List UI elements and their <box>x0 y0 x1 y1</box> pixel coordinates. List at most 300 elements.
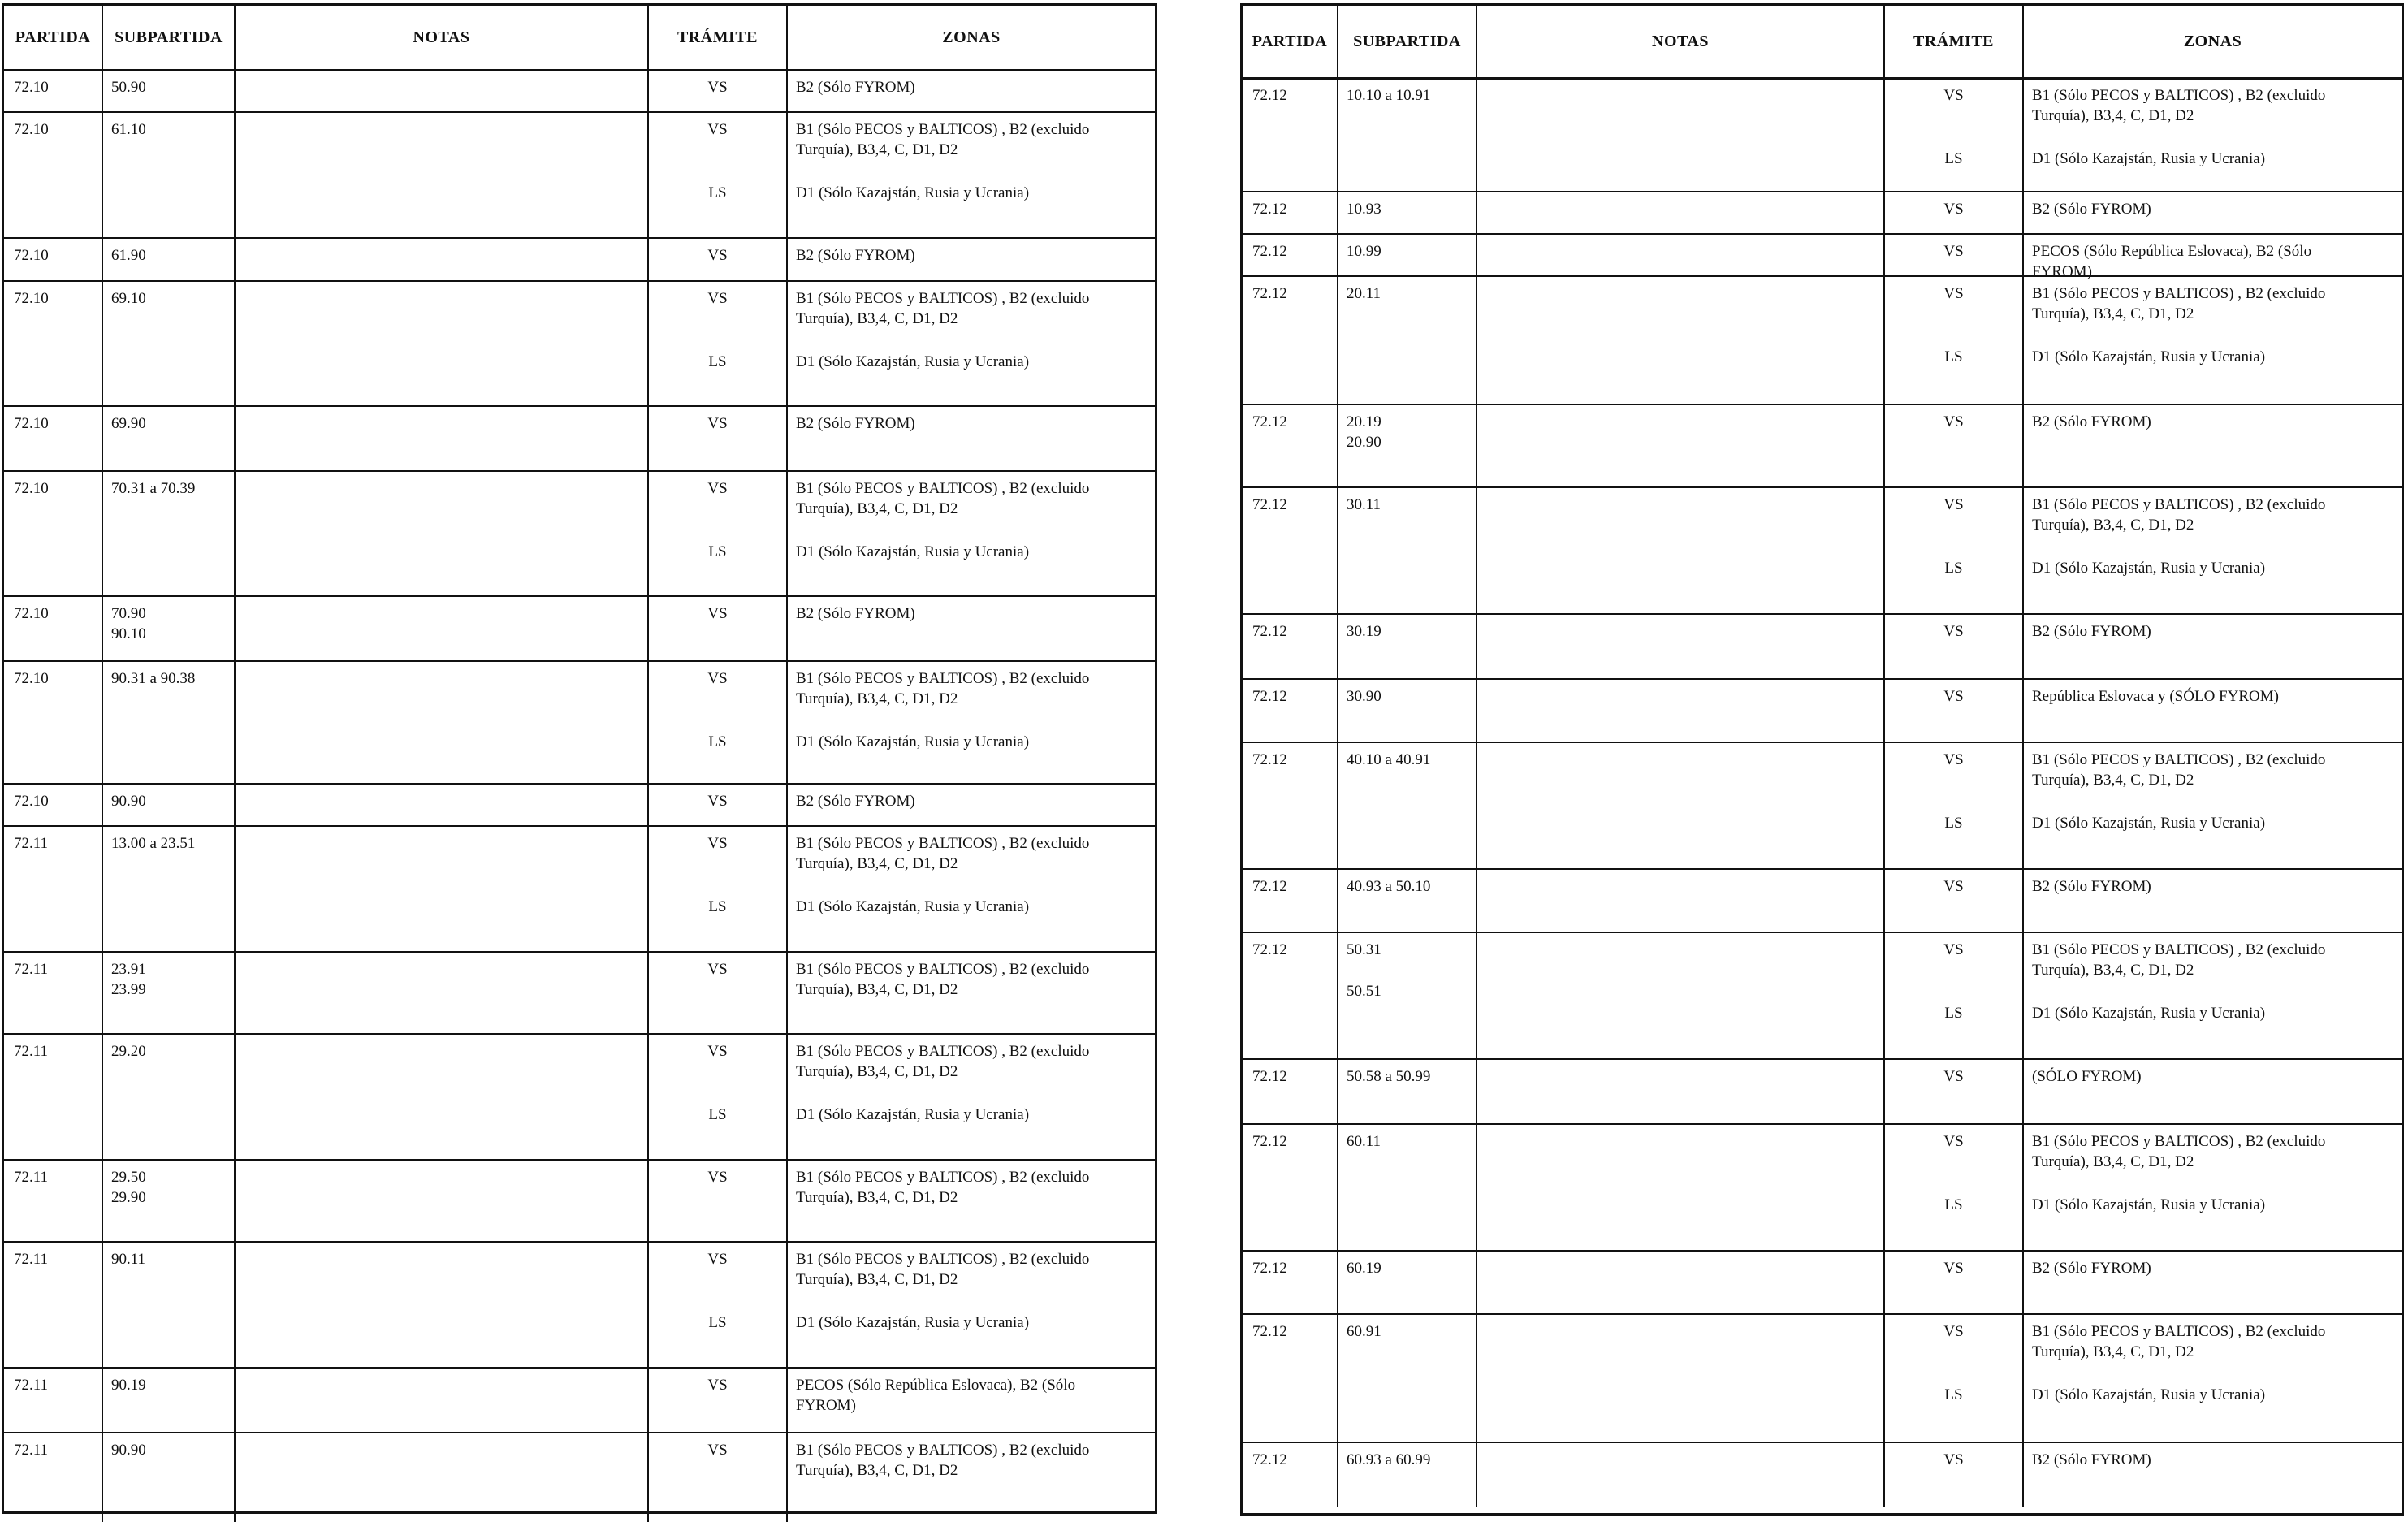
tramite-cell <box>1883 488 2022 613</box>
zonas-line: PECOS (Sólo República Eslovaca), B2 (Sólo <box>2032 243 2312 260</box>
subpartida-cell <box>1337 488 1476 613</box>
zonas-cell <box>786 71 1155 111</box>
zonas-line: Turquía), B3,4, C, D1, D2 <box>2032 962 2194 979</box>
tramite-value: VS <box>707 835 728 852</box>
zonas-group <box>796 1167 1147 1208</box>
tramite-value: LS <box>708 733 727 750</box>
zonas-line: D1 (Sólo Kazajstán, Rusia y Ucrania) <box>796 353 1030 370</box>
tramite-cell <box>1883 1125 2022 1250</box>
zonas-line: Turquía), B3,4, C, D1, D2 <box>796 1189 958 1206</box>
partida-cell <box>4 282 102 405</box>
table-row <box>1243 742 2402 868</box>
partida-cell <box>1243 680 1337 742</box>
partida-cell <box>1243 405 1337 486</box>
subpartida-value: 50.31 <box>1347 941 1381 958</box>
partida-cell <box>1243 870 1337 932</box>
partida-cell <box>4 953 102 1033</box>
notas-cell <box>1476 1315 1883 1442</box>
header-tramite: TRÁMITE <box>1883 6 2022 77</box>
subpartida-value: 30.11 <box>1347 496 1381 513</box>
table-row <box>1243 191 2402 233</box>
zonas-group <box>796 732 1147 752</box>
zonas-line: B1 (Sólo PECOS y BALTICOS) , B2 (excluido <box>796 121 1090 138</box>
table-row <box>4 825 1155 951</box>
tramite-value: VS <box>707 1377 728 1394</box>
tramite-value: LS <box>708 184 727 201</box>
subpartida-cell <box>1337 277 1476 404</box>
tramite-value: VS <box>707 247 728 264</box>
tramite-value: VS <box>1943 941 1964 958</box>
zonas-group <box>2032 1385 2393 1405</box>
table-header <box>1243 6 2402 80</box>
tramite-cell <box>1883 277 2022 404</box>
zonas-cell <box>786 282 1155 405</box>
tramite-value: LS <box>1944 560 1963 577</box>
subpartida-value: 90.10 <box>111 625 146 642</box>
table-row <box>4 69 1155 111</box>
zonas-group <box>2032 347 2393 367</box>
subpartida-cell <box>102 1433 234 1522</box>
zonas-line: B1 (Sólo PECOS y BALTICOS) , B2 (excluido <box>796 1169 1090 1186</box>
partida-value: 72.12 <box>1252 285 1287 302</box>
zonas-group <box>796 77 1147 97</box>
notas-cell <box>1476 680 1883 742</box>
zonas-line: Turquía), B3,4, C, D1, D2 <box>796 981 958 998</box>
tramite-cell <box>1883 615 2022 678</box>
tramite-value: VS <box>707 79 728 96</box>
zonas-cell <box>786 407 1155 470</box>
zonas-cell <box>786 472 1155 595</box>
header-notas: NOTAS <box>1476 6 1883 77</box>
zonas-line: B1 (Sólo PECOS y BALTICOS) , B2 (excluido <box>2032 1323 2326 1340</box>
zonas-line: B2 (Sólo FYROM) <box>796 247 915 264</box>
tramite-cell <box>647 71 786 111</box>
partida-cell <box>1243 1315 1337 1442</box>
notas-cell <box>1476 1443 1883 1507</box>
partida-cell <box>1243 1252 1337 1313</box>
subpartida-value: 29.90 <box>111 1189 146 1206</box>
partida-cell <box>4 1369 102 1432</box>
notas-cell <box>1476 1060 1883 1123</box>
tramite-cell <box>1883 870 2022 932</box>
partida-cell <box>1243 615 1337 678</box>
table-row <box>1243 486 2402 613</box>
zonas-group <box>2032 1195 2393 1215</box>
header-subpartida: SUBPARTIDA <box>1337 6 1476 77</box>
tramite-cell <box>1883 680 2022 742</box>
zonas-line: B2 (Sólo FYROM) <box>796 605 915 622</box>
partida-cell <box>1243 192 1337 233</box>
subpartida-value: 20.90 <box>1347 434 1381 451</box>
table-row <box>1243 1123 2402 1250</box>
zonas-group <box>796 897 1147 917</box>
tramite-value: VS <box>1943 751 1964 768</box>
zonas-line: B2 (Sólo FYROM) <box>2032 413 2151 430</box>
zonas-line: Turquía), B3,4, C, D1, D2 <box>2032 517 2194 534</box>
subpartida-value: 69.10 <box>111 290 146 307</box>
header-notas: NOTAS <box>234 6 647 69</box>
zonas-group <box>2032 558 2393 578</box>
zonas-line: D1 (Sólo Kazajstán, Rusia y Ucrania) <box>2032 560 2266 577</box>
tramite-cell <box>1883 79 2022 191</box>
partida-value: 72.10 <box>14 290 49 307</box>
tramite-cell <box>1883 1315 2022 1442</box>
subpartida-value: 30.19 <box>1347 623 1381 640</box>
tramite-value: VS <box>1943 1260 1964 1277</box>
zonas-cell <box>786 785 1155 825</box>
tramite-value: LS <box>1944 1386 1963 1403</box>
partida-value: 72.12 <box>1252 623 1287 640</box>
zonas-line: D1 (Sólo Kazajstán, Rusia y Ucrania) <box>796 543 1030 560</box>
zonas-group <box>2032 813 2393 833</box>
notas-cell <box>234 1161 647 1241</box>
partida-value: 72.11 <box>14 1043 49 1060</box>
table-row <box>4 111 1155 237</box>
table-row <box>4 1033 1155 1159</box>
tramite-value: VS <box>707 670 728 687</box>
zonas-line: Turquía), B3,4, C, D1, D2 <box>2032 1343 2194 1360</box>
zonas-line: B1 (Sólo PECOS y BALTICOS) , B2 (excluido <box>796 290 1090 307</box>
zonas-group <box>796 1375 1147 1416</box>
tramite-cell <box>647 953 786 1033</box>
subpartida-cell <box>102 1035 234 1159</box>
partida-value: 72.12 <box>1252 1323 1287 1340</box>
subpartida-cell <box>102 785 234 825</box>
partida-cell <box>4 407 102 470</box>
zonas-group <box>2032 686 2393 707</box>
zonas-line: Turquía), B3,4, C, D1, D2 <box>796 855 958 872</box>
subpartida-cell <box>102 597 234 660</box>
partida-value: 72.10 <box>14 670 49 687</box>
subpartida-value: 60.93 a 60.99 <box>1347 1451 1431 1468</box>
tramite-value: VS <box>1943 87 1964 104</box>
tramite-value: VS <box>1943 1323 1964 1340</box>
table-row <box>1243 932 2402 1058</box>
subpartida-value: 20.19 <box>1347 413 1381 430</box>
notas-cell <box>234 1369 647 1432</box>
zonas-cell <box>2022 235 2402 280</box>
zonas-line: Turquía), B3,4, C, D1, D2 <box>2032 107 2194 124</box>
subpartida-value: 40.93 a 50.10 <box>1347 878 1431 895</box>
tramite-value: VS <box>1943 878 1964 895</box>
subpartida-value: 60.11 <box>1347 1133 1381 1150</box>
partida-cell <box>1243 277 1337 404</box>
zonas-cell <box>2022 615 2402 678</box>
table-row <box>4 595 1155 660</box>
zonas-line: B1 (Sólo PECOS y BALTICOS) , B2 (excluido <box>796 1043 1090 1060</box>
zonas-cell <box>2022 870 2402 932</box>
zonas-group <box>796 668 1147 709</box>
tramite-value: VS <box>1943 201 1964 218</box>
notas-cell <box>1476 235 1883 275</box>
zonas-group <box>2032 85 2393 126</box>
notas-cell <box>1476 615 1883 678</box>
partida-cell <box>4 472 102 595</box>
subpartida-cell <box>1337 1125 1476 1250</box>
table-row <box>1243 404 2402 486</box>
zonas-group <box>2032 1258 2393 1278</box>
partida-value: 72.10 <box>14 415 49 432</box>
tramite-value: VS <box>1943 285 1964 302</box>
subpartida-value: 90.90 <box>111 1442 146 1459</box>
zonas-cell <box>2022 405 2402 486</box>
zonas-cell <box>786 113 1155 237</box>
table-row <box>1243 77 2402 191</box>
zonas-line: B1 (Sólo PECOS y BALTICOS) , B2 (excluido <box>796 1442 1090 1459</box>
tramite-cell <box>647 1161 786 1241</box>
zonas-cell <box>2022 79 2402 191</box>
subpartida-cell <box>1337 680 1476 742</box>
table-left <box>2 3 1157 1514</box>
tramite-cell <box>647 282 786 405</box>
subpartida-value: 61.90 <box>111 247 146 264</box>
zonas-cell <box>2022 680 2402 742</box>
notas-cell <box>234 597 647 660</box>
partida-cell <box>1243 488 1337 613</box>
partida-cell <box>4 662 102 783</box>
zonas-line: D1 (Sólo Kazajstán, Rusia y Ucrania) <box>2032 815 2266 832</box>
subpartida-value: 70.90 <box>111 605 146 622</box>
notas-cell <box>1476 277 1883 404</box>
zonas-cell <box>786 662 1155 783</box>
zonas-group <box>796 413 1147 434</box>
zonas-line: FYROM) <box>2032 263 2092 280</box>
subpartida-cell <box>102 827 234 951</box>
partida-cell <box>1243 235 1337 275</box>
tramite-value: VS <box>1943 496 1964 513</box>
zonas-line: D1 (Sólo Kazajstán, Rusia y Ucrania) <box>796 733 1030 750</box>
subpartida-cell <box>1337 743 1476 868</box>
partida-value: 72.11 <box>14 1377 49 1394</box>
table-row <box>1243 1313 2402 1442</box>
subpartida-value: 29.20 <box>111 1043 146 1060</box>
zonas-group <box>796 1105 1147 1125</box>
subpartida-cell <box>102 239 234 280</box>
tramite-cell <box>647 407 786 470</box>
zonas-group <box>2032 621 2393 642</box>
zonas-cell <box>786 1433 1155 1522</box>
zonas-cell <box>786 953 1155 1033</box>
tramite-value: LS <box>1944 150 1963 167</box>
partida-cell <box>1243 79 1337 191</box>
notas-cell <box>1476 870 1883 932</box>
zonas-line: D1 (Sólo Kazajstán, Rusia y Ucrania) <box>2032 1196 2266 1213</box>
partida-value: 72.12 <box>1252 941 1287 958</box>
partida-value: 72.11 <box>14 1251 49 1268</box>
zonas-group <box>796 1440 1147 1481</box>
subpartida-value: 13.00 a 23.51 <box>111 835 196 852</box>
zonas-cell <box>2022 933 2402 1058</box>
tramite-cell <box>647 239 786 280</box>
zonas-line: B2 (Sólo FYROM) <box>2032 201 2151 218</box>
tramite-value: VS <box>1943 623 1964 640</box>
zonas-group <box>796 478 1147 519</box>
partida-cell <box>4 71 102 111</box>
tramite-value: LS <box>708 353 727 370</box>
partida-cell <box>1243 1125 1337 1250</box>
zonas-line: B1 (Sólo PECOS y BALTICOS) , B2 (excluido <box>796 480 1090 497</box>
zonas-cell <box>786 1369 1155 1432</box>
table-row <box>1243 1058 2402 1123</box>
subpartida-value: 70.31 a 70.39 <box>111 480 196 497</box>
subpartida-value: 90.19 <box>111 1377 146 1394</box>
subpartida-cell <box>1337 1315 1476 1442</box>
tramite-cell <box>647 827 786 951</box>
zonas-line: B2 (Sólo FYROM) <box>796 79 915 96</box>
header-subpartida: SUBPARTIDA <box>102 6 234 69</box>
zonas-cell <box>2022 1125 2402 1250</box>
table-row <box>4 1367 1155 1432</box>
tramite-value: VS <box>707 961 728 978</box>
tramite-cell <box>647 113 786 237</box>
zonas-group <box>796 352 1147 372</box>
notas-cell <box>234 662 647 783</box>
subpartida-cell <box>1337 1060 1476 1123</box>
partida-cell <box>4 827 102 951</box>
zonas-cell <box>2022 192 2402 233</box>
zonas-cell <box>2022 1443 2402 1507</box>
partida-cell <box>4 597 102 660</box>
table-row <box>4 1159 1155 1241</box>
tramite-cell <box>1883 743 2022 868</box>
partida-cell <box>1243 933 1337 1058</box>
subpartida-value: 60.91 <box>1347 1323 1381 1340</box>
zonas-cell <box>786 827 1155 951</box>
tramite-value: VS <box>707 793 728 810</box>
subpartida-value: 90.90 <box>111 793 146 810</box>
zonas-group <box>2032 495 2393 535</box>
zonas-line: D1 (Sólo Kazajstán, Rusia y Ucrania) <box>796 1314 1030 1331</box>
tramite-cell <box>1883 1060 2022 1123</box>
zonas-group <box>2032 283 2393 324</box>
zonas-group <box>796 245 1147 266</box>
zonas-cell <box>786 239 1155 280</box>
notas-cell <box>234 953 647 1033</box>
partida-value: 72.10 <box>14 247 49 264</box>
tramite-value: LS <box>1944 348 1963 365</box>
zonas-line: Turquía), B3,4, C, D1, D2 <box>796 500 958 517</box>
zonas-group <box>796 791 1147 811</box>
subpartida-value: 69.90 <box>111 415 146 432</box>
tramite-cell <box>647 1433 786 1522</box>
subpartida-cell <box>102 1243 234 1367</box>
zonas-line: Turquía), B3,4, C, D1, D2 <box>796 1271 958 1288</box>
zonas-line: Turquía), B3,4, C, D1, D2 <box>2032 305 2194 322</box>
partida-value: 72.12 <box>1252 1068 1287 1085</box>
subpartida-value: 50.90 <box>111 79 146 96</box>
zonas-line: B2 (Sólo FYROM) <box>796 793 915 810</box>
zonas-line: B2 (Sólo FYROM) <box>2032 623 2151 640</box>
subpartida-cell <box>102 282 234 405</box>
subpartida-cell <box>1337 933 1476 1058</box>
table-row <box>1243 1250 2402 1313</box>
notas-cell <box>234 472 647 595</box>
subpartida-cell <box>1337 235 1476 275</box>
zonas-group <box>2032 1131 2393 1172</box>
tramite-value: VS <box>707 1251 728 1268</box>
tramite-value: VS <box>1943 413 1964 430</box>
zonas-line: D1 (Sólo Kazajstán, Rusia y Ucrania) <box>796 1106 1030 1123</box>
table-row <box>1243 868 2402 932</box>
zonas-group <box>2032 199 2393 219</box>
notas-cell <box>1476 488 1883 613</box>
tramite-cell <box>647 1035 786 1159</box>
zonas-group <box>2032 876 2393 897</box>
partida-cell <box>4 785 102 825</box>
tramite-cell <box>1883 192 2022 233</box>
zonas-line: D1 (Sólo Kazajstán, Rusia y Ucrania) <box>2032 348 2266 365</box>
partida-value: 72.10 <box>14 793 49 810</box>
subpartida-cell <box>1337 870 1476 932</box>
subpartida-value: 10.99 <box>1347 243 1381 260</box>
zonas-cell <box>786 1161 1155 1241</box>
partida-value: 72.12 <box>1252 878 1287 895</box>
tramite-value: LS <box>1944 1005 1963 1022</box>
partida-value: 72.12 <box>1252 751 1287 768</box>
notas-cell <box>234 1035 647 1159</box>
notas-cell <box>1476 933 1883 1058</box>
notas-cell <box>234 827 647 951</box>
zonas-line: B2 (Sólo FYROM) <box>2032 1260 2151 1277</box>
zonas-line: B1 (Sólo PECOS y BALTICOS) , B2 (excluido <box>2032 941 2326 958</box>
zonas-line: República Eslovaca y (SÓLO FYROM) <box>2032 688 2279 705</box>
partida-value: 72.10 <box>14 480 49 497</box>
zonas-line: B1 (Sólo PECOS y BALTICOS) , B2 (excluido <box>796 1251 1090 1268</box>
subpartida-cell <box>102 407 234 470</box>
zonas-line: Turquía), B3,4, C, D1, D2 <box>796 1063 958 1080</box>
subpartida-cell <box>1337 192 1476 233</box>
zonas-cell <box>2022 743 2402 868</box>
tramite-value: LS <box>708 1314 727 1331</box>
subpartida-cell <box>102 953 234 1033</box>
table-row <box>4 660 1155 783</box>
partida-value: 72.11 <box>14 961 49 978</box>
tramite-cell <box>1883 235 2022 275</box>
zonas-line: B1 (Sólo PECOS y BALTICOS) , B2 (excluido <box>2032 87 2326 104</box>
zonas-group <box>796 288 1147 329</box>
notas-cell <box>1476 79 1883 191</box>
tramite-cell <box>647 472 786 595</box>
tramite-value: VS <box>707 1442 728 1459</box>
zonas-line: B2 (Sólo FYROM) <box>2032 1451 2151 1468</box>
zonas-line: B1 (Sólo PECOS y BALTICOS) , B2 (excluido <box>796 670 1090 687</box>
tramite-cell <box>1883 405 2022 486</box>
zonas-line: FYROM) <box>796 1397 856 1414</box>
zonas-group <box>796 603 1147 624</box>
notas-cell <box>234 407 647 470</box>
header-zonas: ZONAS <box>2022 6 2402 77</box>
zonas-line: Turquía), B3,4, C, D1, D2 <box>796 141 958 158</box>
zonas-group <box>796 959 1147 1000</box>
subpartida-cell <box>102 71 234 111</box>
zonas-cell <box>786 1243 1155 1367</box>
partida-value: 72.11 <box>14 1442 49 1459</box>
subpartida-value: 90.31 a 90.38 <box>111 670 196 687</box>
table-row <box>4 1432 1155 1522</box>
subpartida-value: 61.10 <box>111 121 146 138</box>
partida-cell <box>4 1035 102 1159</box>
zonas-group <box>796 119 1147 160</box>
zonas-cell <box>786 1035 1155 1159</box>
partida-value: 72.12 <box>1252 87 1287 104</box>
tramite-value: VS <box>707 415 728 432</box>
zonas-line: D1 (Sólo Kazajstán, Rusia y Ucrania) <box>796 898 1030 915</box>
partida-value: 72.10 <box>14 121 49 138</box>
table-row <box>1243 1442 2402 1507</box>
partida-cell <box>4 1433 102 1522</box>
zonas-line: B2 (Sólo FYROM) <box>2032 878 2151 895</box>
zonas-group <box>796 1249 1147 1290</box>
